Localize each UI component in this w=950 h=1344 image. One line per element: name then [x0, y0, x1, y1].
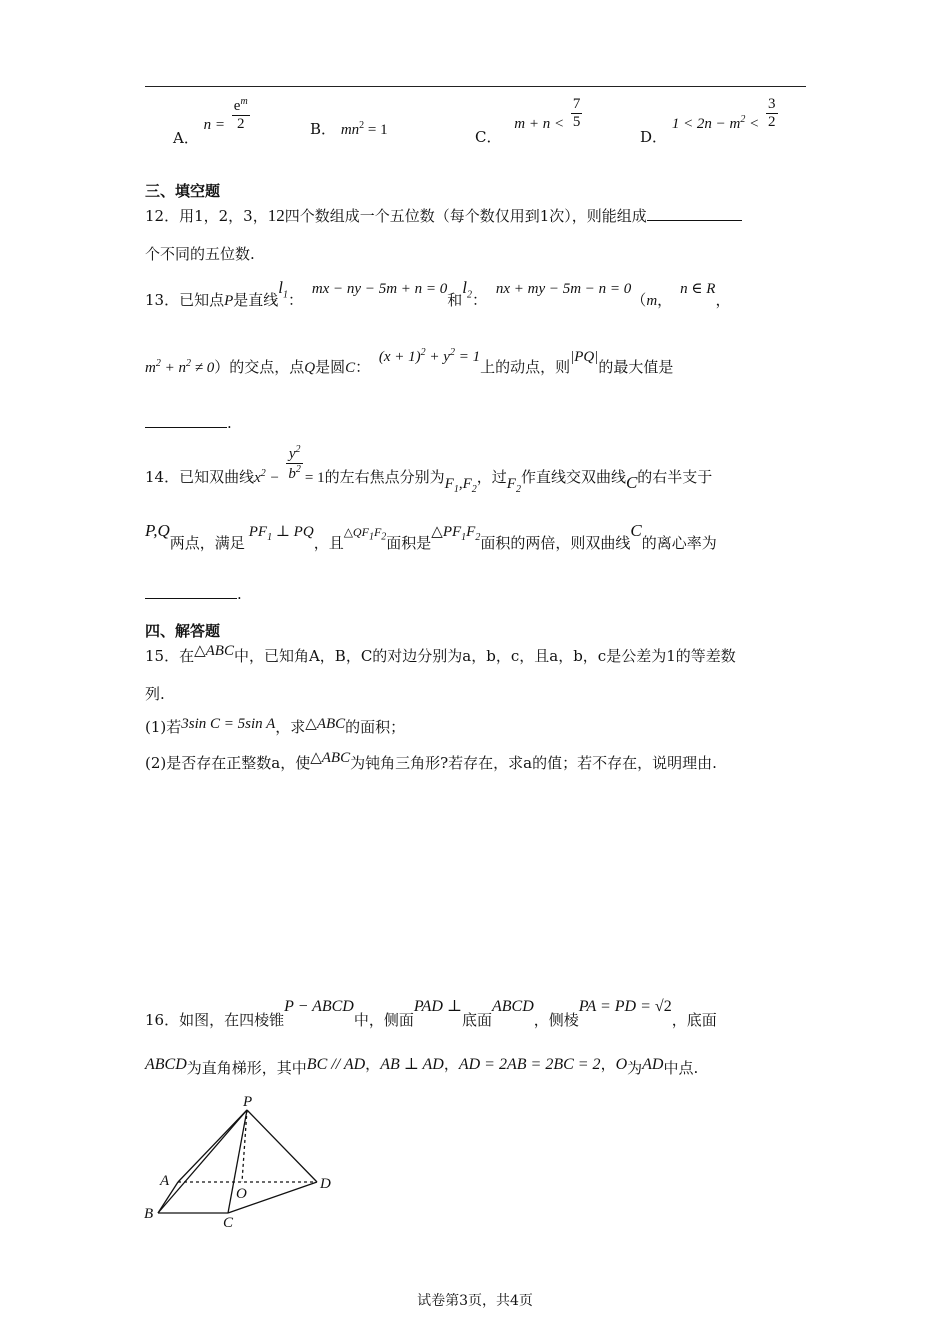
q15-line2: 列. — [145, 685, 165, 703]
q14-answer-blank — [145, 598, 237, 599]
q14-text9: 面积的两倍，则双曲线 — [480, 534, 631, 552]
q13-comma: ， — [657, 291, 673, 309]
option-a-fraction — [232, 96, 250, 134]
q14-text1: 14．已知双曲线 — [145, 467, 255, 486]
q16-o: O — [615, 1056, 628, 1073]
q15-sub2-triangle: △ABC — [310, 750, 351, 766]
q14-frac-den: $b^2$ — [288, 464, 301, 483]
q13-pq-abs: |PQ| — [570, 349, 599, 365]
q15-sub1-triangle: △ABC — [305, 716, 346, 732]
label-a: A — [160, 1173, 170, 1189]
q16-text2: 中，侧面 — [353, 1011, 414, 1029]
q14-end: . — [237, 585, 242, 603]
q16-line2 — [145, 1053, 699, 1077]
option-c-fraction — [571, 96, 583, 132]
option-a-den: 2 — [236, 116, 245, 133]
q16-text3: 底面 — [461, 1011, 492, 1029]
q13-m: m — [646, 293, 658, 309]
q16-ad: AD — [642, 1056, 664, 1073]
pyramid-figure — [140, 1090, 350, 1230]
q16-text5: ，底面 — [671, 1011, 717, 1029]
option-c-num: 7 — [571, 96, 583, 114]
q13-and: 和 — [447, 291, 463, 309]
q13-point-p: P — [224, 293, 234, 309]
q14-text8: 面积是 — [386, 534, 432, 552]
q14-fraction — [286, 444, 303, 484]
q14-f2: $F_2$ — [506, 475, 521, 495]
q14-eq: = 1 — [304, 469, 325, 486]
q13-eq1: mx − ny − 5m + n = 0 — [311, 281, 448, 297]
option-a-lhs: n = — [203, 116, 225, 133]
option-b-label: B． — [310, 120, 337, 138]
q13-text1: 13．已知点 — [145, 291, 225, 309]
q14-text2: 的左右焦点分别为 — [324, 467, 445, 486]
q12-number: 12 — [267, 206, 285, 225]
edge-pb — [158, 1110, 247, 1213]
q15-sub1-text3: 的面积； — [345, 718, 406, 736]
q15-sub1-text2: ，求 — [275, 718, 306, 736]
q14-text3: ，过 — [476, 467, 507, 486]
q13-colon1: ： — [288, 291, 304, 309]
option-d-label: D． — [640, 127, 668, 146]
option-d-fraction — [766, 96, 778, 132]
q16-line1 — [145, 995, 717, 1029]
q13-paren: （ — [631, 291, 647, 309]
option-d-lhs: $1 < 2n - m^2$ < — [671, 113, 760, 132]
q14-pq: P,Q — [145, 521, 170, 540]
edge-pd — [247, 1110, 317, 1182]
option-c-den: 5 — [572, 114, 581, 131]
q16-abcd2: ABCD — [145, 1056, 187, 1073]
q15-sub1-eq: 3sin C = 5sin A — [181, 716, 276, 732]
page-footer: 试卷第3页，共4页 — [417, 1293, 533, 1309]
q14-tri-pf1f2: $\triangle PF_1F_2$ — [431, 524, 481, 543]
q15-sub2-text2: 为钝角三角形?若存在，求a的值；若不存在，说明理由. — [350, 754, 717, 772]
q16-text1: 16．如图，在四棱锥 — [145, 1011, 285, 1029]
option-a — [173, 96, 252, 147]
q13-text4: 是圆 — [315, 358, 346, 376]
option-a-num: $e^m$ — [232, 96, 250, 116]
q14-text5: 的右半支于 — [637, 467, 713, 486]
q12-text1: 12．用1，2，3， — [145, 207, 268, 225]
q16-parallel: BC // AD — [306, 1056, 366, 1073]
option-d-num: 3 — [766, 96, 778, 114]
q13-circle-eq: $(x + 1)^2 + y^2 = 1$ — [378, 347, 481, 365]
option-a-label: A． — [173, 128, 199, 147]
q16-pa-pd: PA = PD = — [578, 998, 655, 1015]
option-b-rest: = 1 — [364, 122, 388, 138]
q14-tri-qf1f2: $\triangle QF_1F_2$ — [343, 525, 387, 543]
q13-condition: $m^2 + n^2 \ne 0$ — [145, 358, 215, 376]
q13-text5: 上的动点，则 — [480, 358, 571, 376]
q16-text6: 为直角梯形，其中 — [186, 1059, 307, 1077]
option-b-sup: 2 — [359, 120, 365, 131]
section-3-title: 三、填空题 — [145, 182, 221, 200]
option-c — [475, 96, 581, 146]
option-d-den: 2 — [768, 114, 776, 131]
label-p: P — [243, 1094, 253, 1110]
q13-line-l1: $l_1$ — [278, 278, 289, 301]
q13-end: . — [227, 414, 232, 432]
q16-text4: ，侧棱 — [533, 1011, 579, 1029]
top-rule — [145, 86, 806, 87]
q15-sub2-text1: (2)是否存在正整数a，使 — [145, 754, 311, 772]
q16-abcd: ABCD — [491, 998, 534, 1015]
q13-n-in-r: n ∈ R — [680, 281, 716, 297]
q15-sub1 — [145, 716, 405, 737]
q12-answer-blank — [647, 220, 742, 221]
q13-circle-c: C — [345, 360, 356, 376]
q13-colon3: ： — [355, 358, 371, 376]
q16-perp: AB ⊥ AD — [380, 1056, 444, 1073]
q12-line2: 个不同的五位数. — [145, 245, 255, 263]
q14-c: C — [625, 472, 638, 492]
q14-frac-num: $y^2$ — [286, 444, 303, 464]
label-b: B — [144, 1206, 154, 1222]
q13-text2: 是直线 — [233, 291, 279, 309]
q14-text4: 作直线交双曲线 — [520, 467, 626, 486]
q14-line2 — [145, 520, 717, 552]
q13-colon2: ： — [472, 291, 488, 309]
q14-line1 — [145, 444, 713, 495]
q15-line1 — [145, 645, 736, 666]
label-o: O — [236, 1186, 247, 1202]
q14-c2: C — [630, 521, 642, 540]
q12-line1 — [145, 205, 742, 226]
option-d — [640, 96, 780, 146]
q16-comma3: ， — [600, 1055, 616, 1073]
q16-comma2: ， — [443, 1055, 459, 1073]
q13-text3: ）的交点，点 — [214, 358, 305, 376]
q13-line1 — [145, 277, 731, 309]
q16-text7: 为 — [627, 1059, 643, 1077]
q14-text6: 两点，满足 — [169, 534, 245, 552]
q15-text1: 15．在 — [145, 647, 195, 665]
q13-line-l2: $l_2$ — [462, 278, 473, 301]
q13-text6: 的最大值是 — [598, 358, 674, 376]
q16-comma1: ， — [365, 1055, 381, 1073]
q15-sub2 — [145, 752, 717, 773]
q16-lengths: AD = 2AB = 2BC = 2 — [458, 1056, 601, 1073]
q14-text10: 的离心率为 — [641, 534, 717, 552]
q13-answer-blank — [145, 427, 227, 428]
q16-pad: PAD ⊥ — [413, 998, 462, 1015]
q13-point-q: Q — [304, 360, 316, 376]
q15-text2: 中，已知角A，B，C的对边分别为a，b，c，且a，b，c是公差为1的等差数 — [233, 647, 736, 665]
section-4-title: 四、解答题 — [145, 622, 221, 640]
q16-pyramid: P − ABCD — [284, 998, 354, 1015]
q13-eq2: nx + my − 5m − n = 0 — [495, 281, 632, 297]
option-b — [310, 118, 388, 139]
q15-triangle: △ABC — [194, 643, 234, 659]
q14-text7: ，且 — [313, 534, 344, 552]
option-b-expr: mn — [340, 122, 360, 138]
q16-text8: 中点. — [663, 1059, 699, 1077]
q12-text2: 四个数组成一个五位数（每个数仅用到1次），则能组成 — [284, 207, 647, 225]
q15-sub1-text1: (1)若 — [145, 718, 182, 736]
q14-line3 — [145, 585, 242, 603]
q16-sqrt2: √2 — [654, 998, 672, 1015]
label-c: C — [223, 1215, 234, 1230]
q14-x2: $x^2$ − — [254, 467, 280, 486]
label-d: D — [320, 1176, 331, 1192]
q14-foci: $F_1,F_2$ — [444, 475, 477, 495]
q13-tail-comma: ， — [715, 291, 731, 309]
q13-line2 — [145, 347, 674, 376]
q14-perp: $PF_1$ ⊥ PQ — [248, 524, 314, 543]
option-c-label: C． — [475, 127, 502, 146]
edge-pa — [178, 1110, 247, 1182]
option-c-lhs: m + n < — [514, 115, 565, 132]
q13-line3 — [145, 414, 232, 432]
